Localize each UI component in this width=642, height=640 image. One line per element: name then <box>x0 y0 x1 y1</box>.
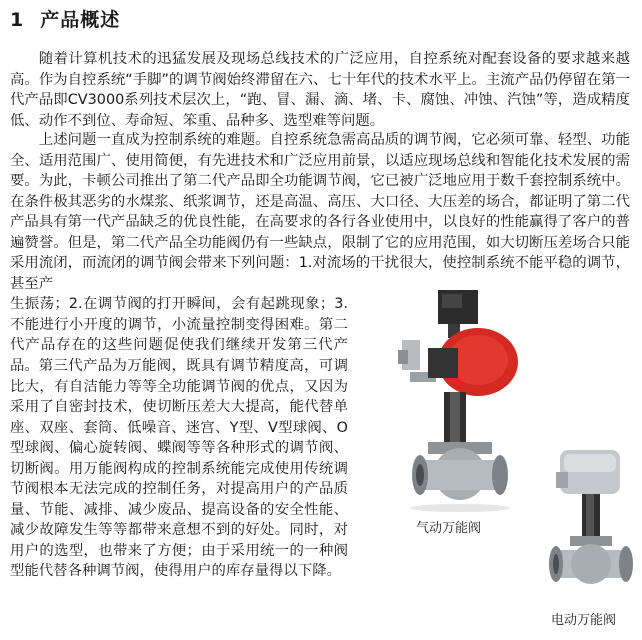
paragraph-second-gen: 上述问题一直成为控制系统的难题。自控系统急需高品质的调节阀，它必须可靠、轻型、功能全、适用范围广、使用简便，有先进技术和广泛应用前景，以适应现场总线和智能化技术发展的需要。为此，卡顿公司推出了第二代产品即全功能调节阀，它已被广泛地应用于数千套控制系统中。在条件极其恶劣的水煤浆、纸浆调节，还是高温、高压、大口径、大压差的场合，都证明了第二代产品具有第一代产品缺乏的优良性能，在高要求的各行各业使用中，以良好的性能赢得了客户的普遍赞誉。但是，第二代产品全功能阀仍有一些缺点，限制了它的应用范围，如大切断压差场合只能采用流闭，而流闭的调节阀会带来下列问题：1.对流场的干扰很大，使控制系统不能平稳的调节，甚至产 <box>10 132 630 292</box>
electric-valve-image <box>538 446 638 606</box>
paragraph-third-gen: 第三代产品为万能阀，既具有调节精度高，可调比大，有自洁能力等等全功能调节阀的优点，又因为采用了自密封技术，使切断压差大大提高，能代替单座、双座、套筒、低噪音、迷宫、Y型、V型球阀、O型球阀、偏心旋转阀、蝶阀等等各种形式的调节阀、切断阀。用万能阀构成的控制系统能完成使用传统调节阀根本无法完成的控制任务，对提高用户的产品质量、节能、减排、减少废品、提高设备的安全性能、减少故障发生等等都带来意想不到的好处。同时，对用户的选型，也带来了方便；由于采用统一的一种阀型能代替各种调节阀，使得用户的库存量得以下降。 <box>10 358 348 579</box>
section-number: 1 <box>10 9 25 31</box>
figure-caption-pneumatic: 气动万能阀 <box>416 521 482 536</box>
section-title: 产品概述 <box>40 9 121 31</box>
paragraph-second-gen-cont: 生振荡；2.在调节阀的打开瞬间，会有起跳现象；3.不能进行小开度的调节，小流量控制变得困难。第二代产品存在的这些问题促使我们继续开发第三代产品。 <box>10 296 348 374</box>
pneumatic-valve-image <box>380 288 530 514</box>
paragraph-intro: 随着计算机技术的迅猛发展及现场总线技术的广泛应用，自控系统对配套设备的要求越来越高。作为自控系统“手脚”的调节阀始终滞留在六、七十年代的技术水平上。主流产品仍停留在第一代产品即CV3000系列技术层次上，“跑、冒、漏、滴、堵、卡、腐蚀、冲蚀、汽蚀”等，造成精度低、动作不到位、寿命短、笨重、品种多、选型难等问题。 <box>10 51 630 129</box>
figure-caption-electric: 电动万能阀 <box>551 613 617 628</box>
section-heading <box>10 5 120 32</box>
